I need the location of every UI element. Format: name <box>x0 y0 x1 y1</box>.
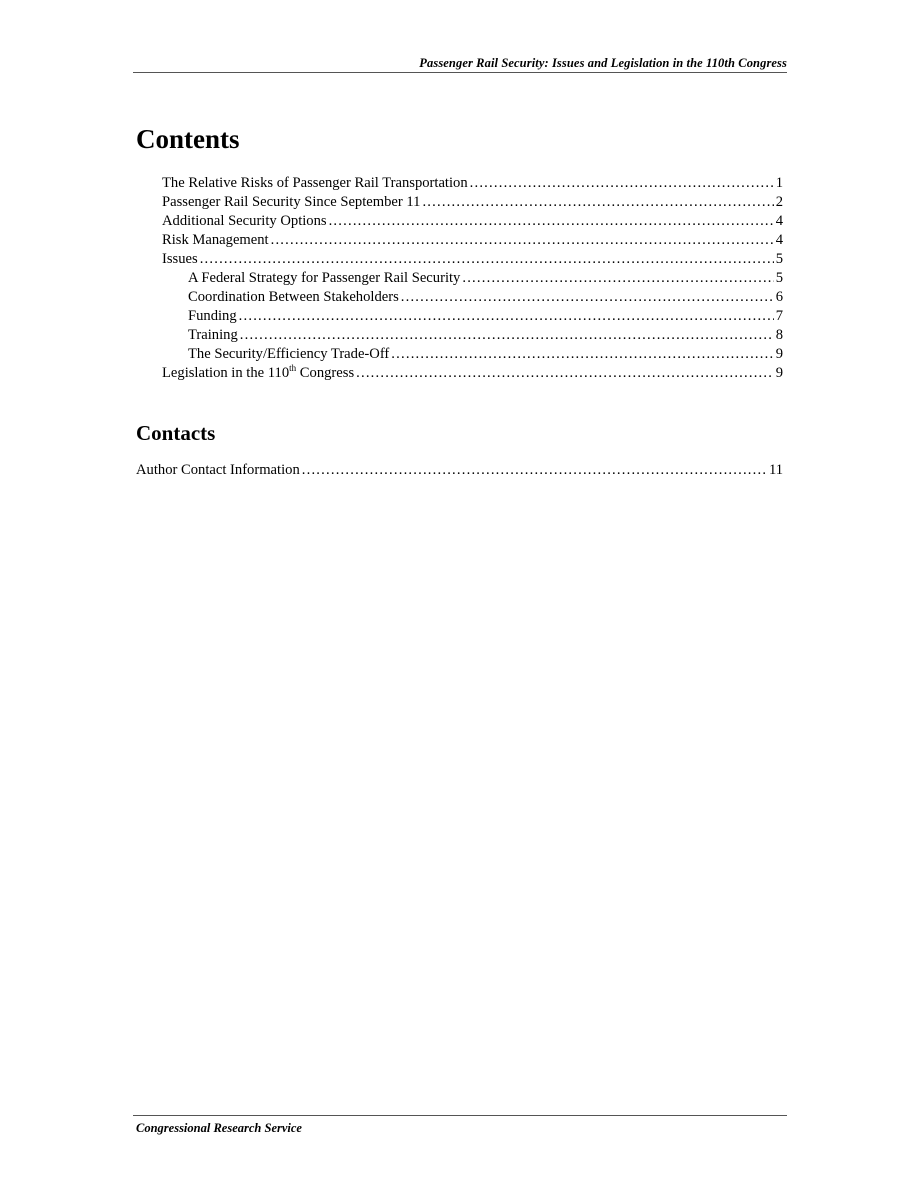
toc-leader-dots <box>271 231 774 250</box>
toc-leader-dots <box>239 307 774 326</box>
toc-entry[interactable] <box>162 231 783 250</box>
toc-leader-dots <box>401 288 774 307</box>
toc-entry-label: A Federal Strategy for Passenger Rail Security <box>188 270 461 286</box>
toc-entry-label-post: Congress <box>296 365 355 381</box>
toc-entry-page: 5 <box>775 251 783 267</box>
toc-entry[interactable] <box>162 174 783 193</box>
running-header: Passenger Rail Security: Issues and Legislation in the 110th Congress <box>419 56 787 70</box>
toc-entry-label: Issues <box>162 251 198 267</box>
toc-leader-dots <box>240 326 774 345</box>
toc-leader-dots <box>391 345 773 364</box>
toc-entry-label: Funding <box>188 308 237 324</box>
toc-entry-page: 8 <box>775 327 783 343</box>
header-rule <box>133 72 787 73</box>
toc-leader-dots <box>302 461 767 480</box>
running-footer: Congressional Research Service <box>136 1121 302 1135</box>
toc-leader-dots <box>200 250 774 269</box>
toc-entry-label: The Security/Efficiency Trade-Off <box>188 346 390 362</box>
toc-entry[interactable] <box>162 364 783 383</box>
toc-entry-label: Additional Security Options <box>162 213 327 229</box>
toc-entry-label: Risk Management <box>162 232 269 248</box>
contents-title: Contents <box>136 124 240 154</box>
toc-leader-dots <box>470 174 774 193</box>
toc-entry-label: Author Contact Information <box>136 462 300 478</box>
toc-subentry[interactable] <box>188 288 783 307</box>
toc-subentry[interactable] <box>188 326 783 345</box>
toc-entry-page: 11 <box>768 462 783 478</box>
toc-entry-label <box>162 364 354 383</box>
toc-entry-label: Training <box>188 327 238 343</box>
toc-subentry[interactable] <box>188 307 783 326</box>
toc-entry-label-pre: Legislation in the 110 <box>162 365 290 381</box>
toc-entry-page: 9 <box>775 346 783 362</box>
toc-leader-dots <box>422 193 773 212</box>
toc-entry-page: 4 <box>775 232 783 248</box>
toc-entry[interactable] <box>162 250 783 269</box>
toc-entry-page: 4 <box>775 213 783 229</box>
toc-subentry[interactable] <box>188 269 783 288</box>
toc-entry-page: 6 <box>775 289 783 305</box>
toc-entry[interactable] <box>162 193 783 212</box>
toc-entry-page: 5 <box>775 270 783 286</box>
toc-leader-dots <box>356 364 774 383</box>
footer-rule <box>133 1115 787 1116</box>
toc-entry-page: 9 <box>775 365 783 381</box>
toc-entry-page: 2 <box>775 194 783 210</box>
toc-subentry[interactable] <box>188 345 783 364</box>
ordinal-suffix: th <box>289 363 297 373</box>
toc-leader-dots <box>329 212 774 231</box>
toc-entry-label: The Relative Risks of Passenger Rail Transportation <box>162 175 468 191</box>
toc-entry[interactable] <box>162 212 783 231</box>
toc-entry-page: 7 <box>775 308 783 324</box>
toc-entry-label: Passenger Rail Security Since September 11 <box>162 194 421 210</box>
toc-entry[interactable] <box>136 461 783 480</box>
toc-leader-dots <box>462 269 773 288</box>
contacts-title: Contacts <box>136 421 216 445</box>
toc-entry-label: Coordination Between Stakeholders <box>188 289 399 305</box>
toc-entry-page: 1 <box>775 175 783 191</box>
